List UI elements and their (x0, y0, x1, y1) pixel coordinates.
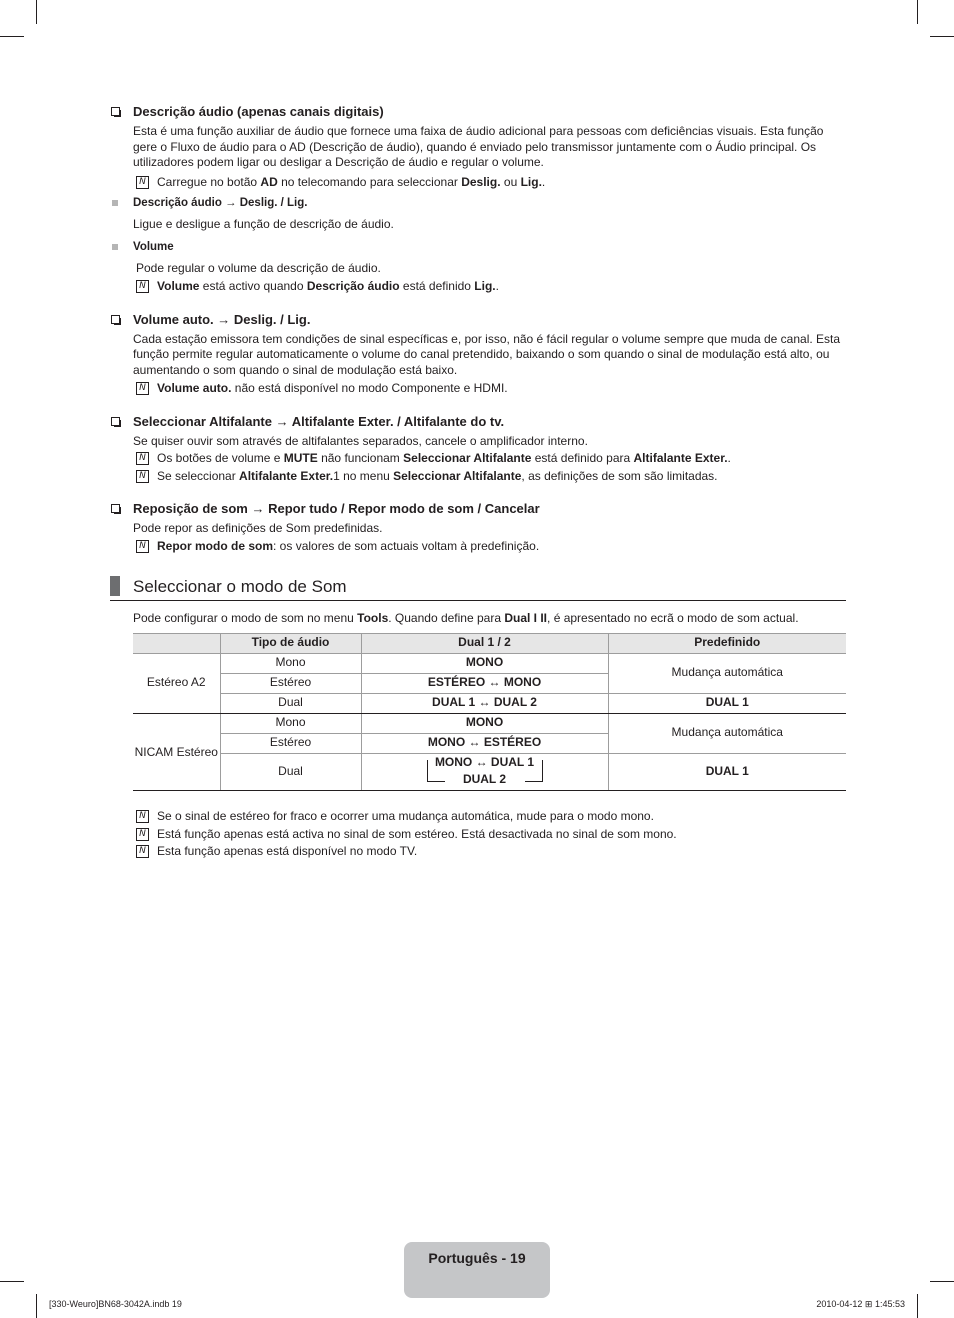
table-cell: Dual (220, 753, 361, 791)
checkbox-bullet-icon (111, 504, 120, 513)
crop-mark (917, 0, 918, 24)
table-cell-dual-cycle (361, 753, 608, 791)
table-cell: DUAL 1 (608, 753, 846, 791)
sound-mode-table (133, 633, 846, 792)
table-header-row (133, 633, 846, 653)
table-cell: Mono (220, 653, 361, 673)
audio-description-toggle-text: Ligue e desligue a função de descrição de áudio. (133, 216, 394, 231)
table-header: Tipo de áudio (220, 633, 361, 653)
table-cell: ESTÉREO ↔ MONO (361, 673, 608, 693)
note-tv-only: N Esta função apenas está disponível no modo TV. (110, 844, 846, 860)
footnotes (110, 809, 846, 860)
table-row (133, 753, 846, 791)
audio-description-text: Esta é uma função auxiliar de áudio que fornece uma faixa de áudio adicional para pessoas com deficiências visuais. Esta função gere o Fluxo de áudio para o AD (Descrição de áudio), quando é enviado pelo transmissor juntamente com o Áudio principal. Os utilizadores podem ligar ou desligar a Descrição de áudio e regular o volume. (133, 124, 824, 169)
table-row (133, 713, 846, 733)
checkbox-bullet-icon (111, 315, 120, 324)
sound-mode-intro: Pode configurar o modo de som no menu Tools. Quando define para Dual I II, é apresentado no ecrã o modo de som actual. (133, 611, 799, 625)
note-ad-button: N Carregue no botão AD no telecomando para seleccionar Deslig. ou Lig.. (110, 175, 846, 191)
note-icon: N (136, 452, 149, 465)
table-cell: MONO (361, 713, 608, 733)
speaker-select-text: Se quiser ouvir som através de altifalantes separados, cancele o amplificador interno. (133, 433, 588, 448)
note-icon: N (136, 280, 149, 293)
group-a2-label: Estéreo A2 (133, 653, 220, 713)
note-sound-reset: N Repor modo de som: os valores de som actuais voltam à predefinição. (110, 539, 846, 555)
table-cell: Dual (220, 693, 361, 713)
table-cell: DUAL 1 (608, 693, 846, 713)
table-row (133, 653, 846, 673)
crop-mark (36, 0, 37, 24)
crop-mark (0, 1281, 24, 1282)
note-weak-stereo: N Se o sinal de estéreo for fraco e ocorrer uma mudança automática, mude para o modo mono. (110, 809, 846, 825)
note-icon: N (136, 470, 149, 483)
page-number-tab: Português - 19 (404, 1242, 550, 1298)
square-bullet-icon (112, 244, 118, 250)
note-icon: N (136, 845, 149, 858)
note-icon: N (136, 810, 149, 823)
checkbox-bullet-icon (111, 417, 120, 426)
subsection-title-audio-description-toggle: Descrição áudio → Deslig. / Lig. (110, 196, 846, 212)
table-cell: Estéreo (220, 673, 361, 693)
main-section-title: Seleccionar o modo de Som (110, 576, 846, 601)
section-title-speaker-select: Seleccionar Altifalante → Altifalante Exter. / Altifalante do tv. (110, 414, 846, 430)
table-cell: Mudança automática (608, 713, 846, 753)
note-external-speaker: N Se seleccionar Altifalante Exter.1 no menu Seleccionar Altifalante, as definições de som são limitadas. (110, 469, 846, 485)
table-cell: Mono (220, 713, 361, 733)
section-title-audio-description: Descrição áudio (apenas canais digitais) (110, 104, 846, 120)
volume-text: Pode regular o volume da descrição de áudio. (136, 260, 381, 275)
footer-file-name: [330-Weuro]BN68-3042A.indb 19 (49, 1299, 182, 1309)
table-header: Dual 1 / 2 (361, 633, 608, 653)
note-volume-active: N Volume está activo quando Descrição áudio está definido Lig.. (110, 279, 846, 295)
crop-mark (930, 1281, 954, 1282)
note-mute-buttons: N Os botões de volume e MUTE não funcionam Seleccionar Altifalante está definido para Altifalante Exter.. (110, 451, 846, 467)
table-header (133, 633, 220, 653)
table-cell: DUAL 1 ↔ DUAL 2 (361, 693, 608, 713)
note-stereo-only: N Está função apenas está activa no sinal de som estéreo. Está desactivada no sinal de som mono. (110, 827, 846, 843)
note-icon: N (136, 382, 149, 395)
checkbox-bullet-icon (111, 107, 120, 116)
page-content (110, 104, 846, 860)
section-title-sound-reset: Reposição de som → Repor tudo / Repor modo de som / Cancelar (110, 501, 846, 517)
sound-reset-text: Pode repor as definições de Som predefinidas. (133, 521, 383, 535)
section-title-auto-volume: Volume auto. → Deslig. / Lig. (110, 312, 846, 328)
dual-cycle-diagram: MONO ↔ DUAL 1 DUAL 2 (425, 754, 545, 786)
crop-mark (0, 36, 24, 37)
table-header: Predefinido (608, 633, 846, 653)
heading-bar-icon (110, 576, 120, 596)
table-cell: Estéreo (220, 733, 361, 753)
note-icon: N (136, 828, 149, 841)
table-row (133, 693, 846, 713)
footer-timestamp: 2010-04-12 ⊞ 1:45:53 (816, 1299, 905, 1309)
group-nicam-label: NICAM Estéreo (133, 713, 220, 791)
note-auto-volume: N Volume auto. não está disponível no modo Componente e HDMI. (110, 381, 846, 397)
table-cell: Mudança automática (608, 653, 846, 693)
crop-mark (930, 36, 954, 37)
note-icon: N (136, 540, 149, 553)
auto-volume-text: Cada estação emissora tem condições de sinal específicas e, por isso, não é fácil regular o volume sempre que muda de canal. Esta função permite regular automaticamente o volume do canal pretendido, baixando o som quando o sinal de modulação está alto, ou aumentando o som quando o sinal de modulação está baixo. (133, 331, 841, 377)
table-cell: MONO ↔ ESTÉREO (361, 733, 608, 753)
square-bullet-icon (112, 200, 118, 206)
subsection-title-volume: Volume (110, 240, 846, 256)
crop-mark (36, 1294, 37, 1318)
table-cell: MONO (361, 653, 608, 673)
crop-mark (917, 1294, 918, 1318)
note-icon: N (136, 176, 149, 189)
